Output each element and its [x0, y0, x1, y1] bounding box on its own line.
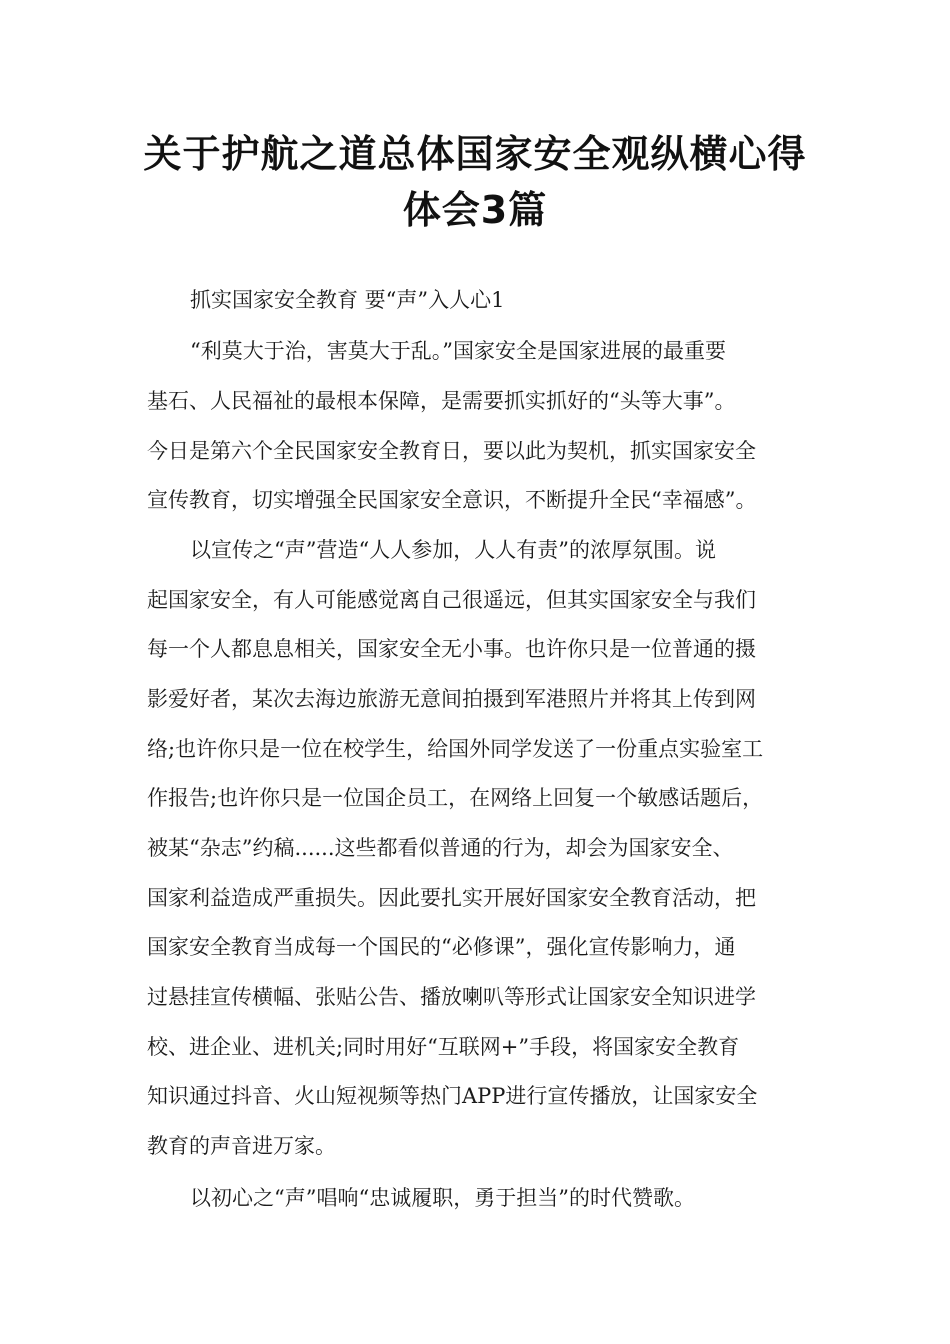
paragraph-2-line-5: 络;也许你只是一位在校学生，给国外同学发送了一份重点实验室工 — [147, 737, 764, 761]
paragraph-2-line-10: 过悬挂宣传横幅、张贴公告、播放喇叭等形式让国家安全知识进学 — [147, 985, 756, 1009]
paragraph-1-line-2: 基石、人民福祉的最根本保障，是需要抓实抓好的“头等大事”。 — [147, 389, 736, 413]
paragraph-2-line-7: 被某“杂志”约稿......这些都看似普通的行为，却会为国家安全、 — [147, 836, 734, 860]
paragraph-1-line-4: 宣传教育，切实增强全民国家安全意识，不断提升全民“幸福感”。 — [147, 488, 757, 512]
paragraph-1-line-1: “利莫大于治，害莫大于乱。”国家安全是国家进展的最重要 — [190, 339, 726, 363]
document-title-line-1: 关于护航之道总体国家安全观纵横心得 — [143, 132, 807, 176]
paragraph-2-line-8: 国家利益造成严重损失。因此要扎实开展好国家安全教育活动，把 — [147, 886, 756, 910]
paragraph-2-line-1: 以宣传之“声”营造“人人参加，人人有责”的浓厚氛围。说 — [190, 538, 716, 562]
paragraph-2-line-12: 知识通过抖音、火山短视频等热门APP进行宣传播放，让国家安全 — [147, 1084, 758, 1108]
section-heading: 抓实国家安全教育 要“声”入人心1 — [190, 288, 505, 312]
paragraph-2-line-9: 国家安全教育当成每一个国民的“必修课”，强化宣传影响力，通 — [147, 935, 736, 959]
paragraph-2-line-13: 教育的声音进万家。 — [147, 1134, 336, 1158]
paragraph-2-line-6: 作报告;也许你只是一位国企员工，在网络上回复一个敏感话题后， — [147, 786, 764, 810]
paragraph-2-line-3: 每一个人都息息相关，国家安全无小事。也许你只是一位普通的摄 — [147, 637, 756, 661]
paragraph-2-line-2: 起国家安全，有人可能感觉离自己很遥远，但其实国家安全与我们 — [147, 588, 756, 612]
paragraph-2-line-11: 校、进企业、进机关;同时用好“互联网+”手段，将国家安全教育 — [147, 1035, 740, 1059]
paragraph-2-line-4: 影爱好者，某次去海边旅游无意间拍摄到军港照片并将其上传到网 — [147, 687, 756, 711]
document-title-line-2: 体会3篇 — [402, 188, 548, 232]
paragraph-3-line-1: 以初心之“声”唱响“忠诚履职，勇于担当”的时代赞歌。 — [190, 1186, 695, 1210]
paragraph-1-line-3: 今日是第六个全民国家安全教育日，要以此为契机，抓实国家安全 — [147, 439, 756, 463]
